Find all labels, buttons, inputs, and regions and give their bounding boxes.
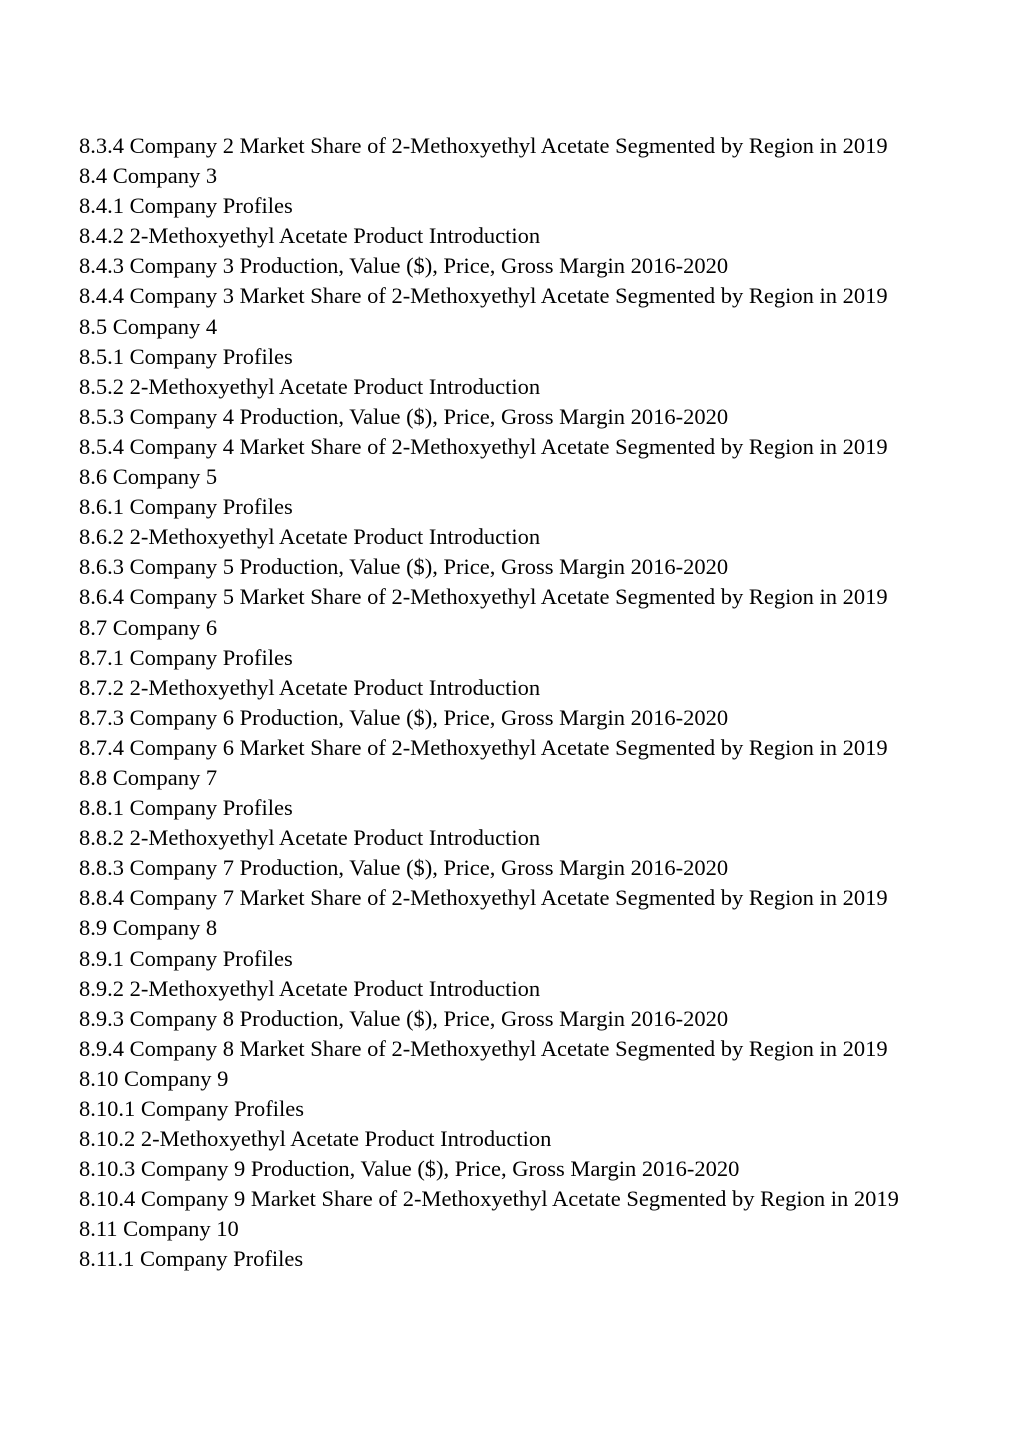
toc-entry-8-7-4: 8.7.4 Company 6 Market Share of 2-Methoxyethyl Acetate Segmented by Region in 2019 (79, 734, 888, 760)
toc-entry-8-6-1: 8.6.1 Company Profiles (79, 494, 293, 520)
toc-entry-8-7-3: 8.7.3 Company 6 Production, Value ($), Price, Gross Margin 2016-2020 (79, 704, 729, 730)
toc-entry-8-3-4: 8.3.4 Company 2 Market Share of 2-Methoxyethyl Acetate Segmented by Region in 2019 (79, 133, 888, 158)
toc-entry-8-9-3: 8.9.3 Company 8 Production, Value ($), Price, Gross Margin 2016-2020 (79, 1005, 729, 1031)
toc-entry-8-11: 8.11 Company 10 (79, 1216, 239, 1242)
toc-entry-8-8-1: 8.8.1 Company Profiles (79, 795, 293, 821)
toc-entry-8-7-2: 8.7.2 2-Methoxyethyl Acetate Product Introduction (79, 674, 541, 700)
toc-entry-8-9: 8.9 Company 8 (79, 915, 218, 941)
toc-entry-8-10-4: 8.10.4 Company 9 Market Share of 2-Methoxyethyl Acetate Segmented by Region in 2019 (79, 1186, 899, 1212)
toc-entry-8-5-4: 8.5.4 Company 4 Market Share of 2-Methoxyethyl Acetate Segmented by Region in 2019 (79, 433, 888, 459)
toc-entry-8-4-2: 8.4.2 2-Methoxyethyl Acetate Product Introduction (79, 223, 541, 249)
toc-entry-8-8: 8.8 Company 7 (79, 764, 218, 790)
toc-entry-8-5-2: 8.5.2 2-Methoxyethyl Acetate Product Introduction (79, 373, 541, 399)
toc-entry-8-6-4: 8.6.4 Company 5 Market Share of 2-Methoxyethyl Acetate Segmented by Region in 2019 (79, 584, 888, 610)
toc-entry-8-8-3: 8.8.3 Company 7 Production, Value ($), Price, Gross Margin 2016-2020 (79, 855, 729, 881)
toc-entry-8-10-1: 8.10.1 Company Profiles (79, 1096, 304, 1121)
toc-entry-8-6-3: 8.6.3 Company 5 Production, Value ($), Price, Gross Margin 2016-2020 (79, 554, 729, 580)
toc-entry-8-9-4: 8.9.4 Company 8 Market Share of 2-Methoxyethyl Acetate Segmented by Region in 2019 (79, 1035, 888, 1061)
table-of-contents (79, 131, 949, 1275)
toc-entry-8-8-2: 8.8.2 2-Methoxyethyl Acetate Product Introduction (79, 825, 541, 851)
toc-entry-8-8-4: 8.8.4 Company 7 Market Share of 2-Methoxyethyl Acetate Segmented by Region in 2019 (79, 885, 888, 911)
toc-entry-8-4: 8.4 Company 3 (79, 163, 218, 189)
toc-entry-8-9-2: 8.9.2 2-Methoxyethyl Acetate Product Introduction (79, 975, 541, 1001)
toc-entry-8-4-3: 8.4.3 Company 3 Production, Value ($), Price, Gross Margin 2016-2020 (79, 253, 729, 279)
toc-entry-8-10: 8.10 Company 9 (79, 1065, 229, 1091)
toc-entry-8-5-3: 8.5.3 Company 4 Production, Value ($), Price, Gross Margin 2016-2020 (79, 403, 729, 429)
toc-entry-8-5-1: 8.5.1 Company Profiles (79, 343, 293, 369)
toc-entry-8-4-1: 8.4.1 Company Profiles (79, 193, 293, 219)
toc-entry-8-11-1: 8.11.1 Company Profiles (79, 1246, 304, 1272)
toc-entry-8-6-2: 8.6.2 2-Methoxyethyl Acetate Product Introduction (79, 524, 541, 550)
toc-entry-8-10-3: 8.10.3 Company 9 Production, Value ($), Price, Gross Margin 2016-2020 (79, 1156, 740, 1182)
toc-entry-8-10-2: 8.10.2 2-Methoxyethyl Acetate Product Introduction (79, 1126, 552, 1152)
toc-entry-8-5: 8.5 Company 4 (79, 313, 218, 339)
toc-entry-8-4-4: 8.4.4 Company 3 Market Share of 2-Methoxyethyl Acetate Segmented by Region in 2019 (79, 283, 888, 309)
toc-entry-8-7: 8.7 Company 6 (79, 614, 218, 640)
toc-entry-8-9-1: 8.9.1 Company Profiles (79, 945, 293, 971)
toc-entry-8-6: 8.6 Company 5 (79, 464, 218, 490)
toc-entry-8-7-1: 8.7.1 Company Profiles (79, 644, 293, 670)
